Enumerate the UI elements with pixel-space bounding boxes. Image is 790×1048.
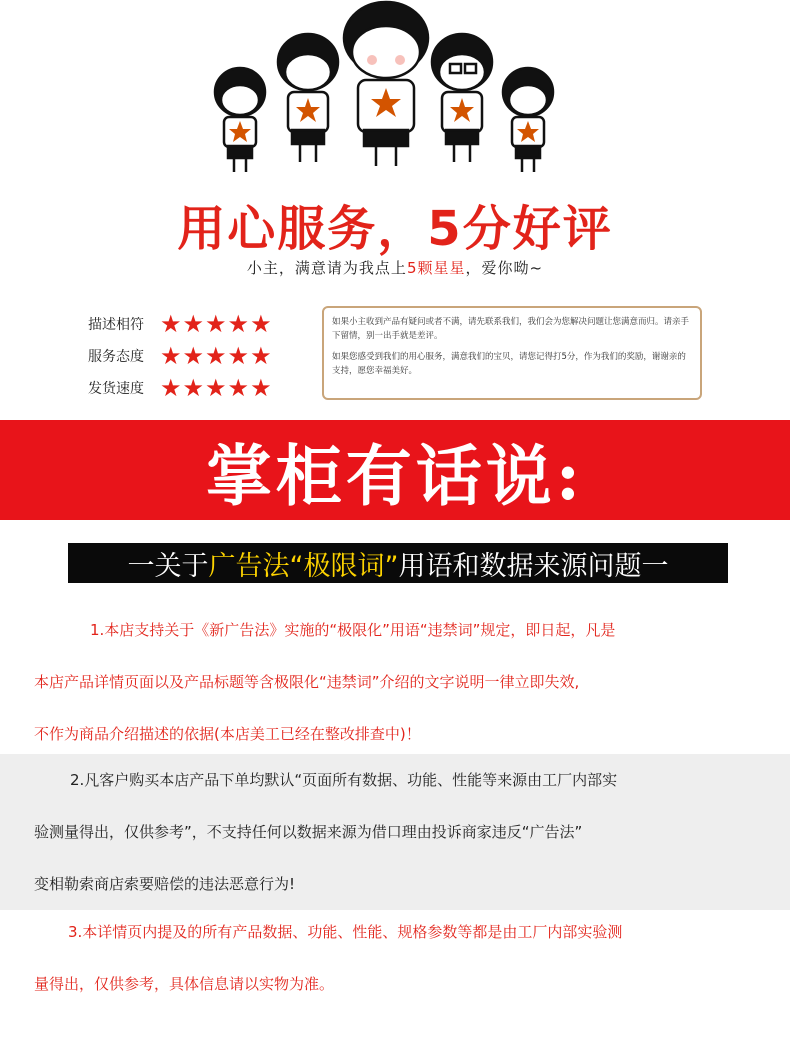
- rating-row-description: [88, 308, 272, 340]
- star-icon: ★: [182, 310, 205, 338]
- policy-line: 变相勒索商店索要赔偿的违法恶意行为!: [34, 875, 296, 893]
- star-icon: ★: [250, 374, 272, 402]
- headline: 用心服务，5分好评: [177, 201, 613, 257]
- subtitle-highlight: 5颗星星: [406, 259, 466, 277]
- policy-line: 3.本详情页内提及的所有产品数据、功能、性能、规格参数等都是由工厂内部实验测: [68, 923, 623, 941]
- shopkeeper-banner: [0, 420, 790, 520]
- star-icon: ★: [160, 342, 182, 370]
- subheading-highlight-1: 广告法: [208, 550, 290, 582]
- rating-label: 服务态度: [88, 349, 144, 365]
- policy-line: 不作为商品介绍描述的依据(本店美工已经在整改排查中)！: [34, 725, 421, 743]
- policy-section-3: [0, 906, 790, 1026]
- subheading-post: 用语和数据来源问题一: [398, 550, 669, 582]
- rating-row-service: [88, 340, 272, 372]
- section-subheading: [68, 543, 728, 583]
- star-icon: ★: [227, 342, 250, 370]
- star-rating: [160, 344, 272, 368]
- notice-paragraph: 如果小主收到产品有疑问或者不满，请先联系我们，我们会为您解决问题让您满意而归。请亲手下留情，别一出手就是差评。: [332, 317, 690, 341]
- policy-line: 1.本店支持关于《新广告法》实施的“极限化”用语“违禁词”规定，即日起，凡是: [90, 621, 616, 639]
- star-rating: [160, 376, 272, 400]
- notice-box: [322, 306, 702, 400]
- notice-paragraph: 如果您感受到我们的用心服务，满意我们的宝贝，请您记得打5分，作为我们的奖励，谢谢亲的支持，愿您幸福美好。: [332, 352, 686, 376]
- rating-row-shipping: [88, 372, 272, 404]
- subtitle-text-pre: 小主，满意请为我点上: [246, 259, 407, 277]
- star-icon: ★: [182, 342, 205, 370]
- headline-subtitle: [0, 257, 790, 278]
- star-rating: [160, 312, 272, 336]
- star-icon: ★: [205, 374, 227, 402]
- rating-label: 发货速度: [88, 381, 144, 397]
- policy-section-2: [0, 754, 790, 910]
- cartoon-kids-illustration: [200, 0, 580, 180]
- star-icon: ★: [250, 342, 272, 370]
- banner-title: 掌柜有话说:: [205, 436, 585, 515]
- star-icon: ★: [227, 310, 250, 338]
- star-icon: ★: [182, 374, 205, 402]
- policy-section-1: [0, 604, 790, 754]
- star-icon: ★: [160, 310, 182, 338]
- star-icon: ★: [205, 342, 227, 370]
- star-icon: ★: [160, 374, 182, 402]
- subtitle-text-post: ，爱你呦~: [465, 259, 544, 277]
- rating-list: [88, 308, 272, 404]
- policy-line: 量得出，仅供参考，具体信息请以实物为准。: [34, 975, 335, 993]
- star-icon: ★: [227, 374, 250, 402]
- rating-label: 描述相符: [88, 317, 144, 333]
- policy-line: 验测量得出，仅供参考”，不支持任何以数据来源为借口理由投诉商家违反“广告法”: [34, 823, 583, 841]
- star-icon: ★: [250, 310, 272, 338]
- star-icon: ★: [205, 310, 227, 338]
- subheading-pre: 一关于: [127, 550, 209, 582]
- policy-line: 2.凡客户购买本店产品下单均默认“页面所有数据、功能、性能等来源由工厂内部实: [70, 771, 618, 789]
- policy-line: 本店产品详情页面以及产品标题等含极限化“违禁词”介绍的文字说明一律立即失效,: [34, 673, 580, 691]
- subheading-highlight-2: “极限词”: [289, 550, 399, 582]
